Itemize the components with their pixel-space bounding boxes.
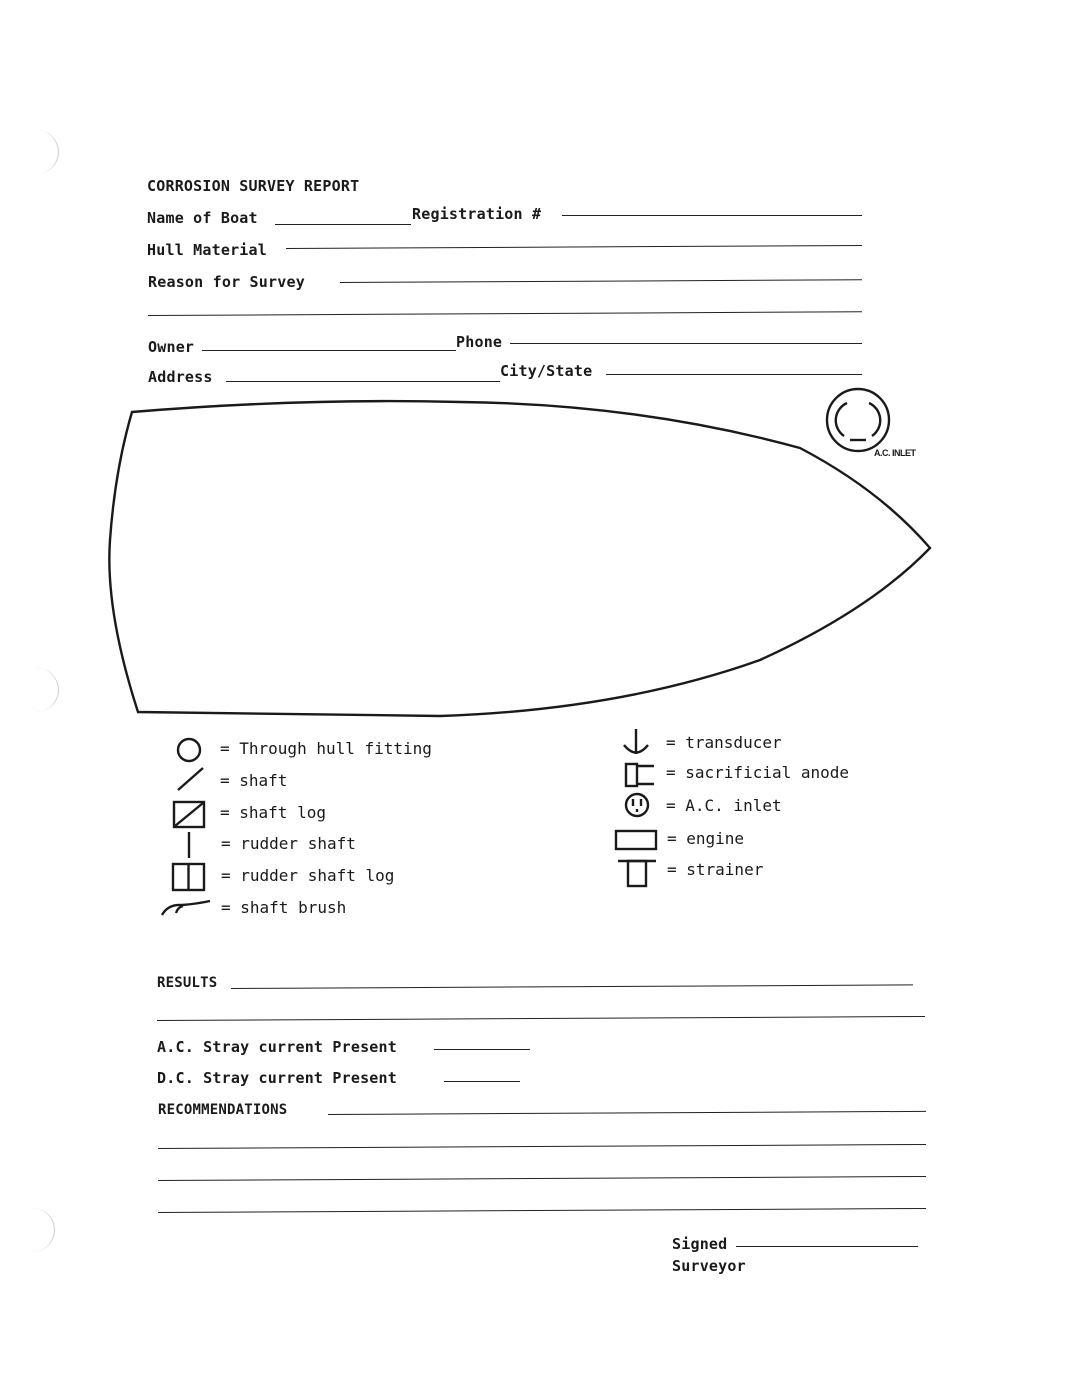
strainer-icon	[618, 861, 656, 886]
ac-inlet-legend-icon	[626, 794, 648, 816]
legend-rudder-shaft-log: = rudder shaft log	[221, 866, 395, 885]
hull-material-label: Hull Material	[147, 241, 267, 259]
signature-field[interactable]	[736, 1246, 918, 1247]
dc-stray-current-field[interactable]	[444, 1081, 520, 1082]
name-of-boat-label: Name of Boat	[147, 209, 258, 227]
legend-shaft-log: = shaft log	[220, 803, 326, 822]
surveyor-label: Surveyor	[672, 1257, 746, 1275]
anode-icon	[626, 764, 654, 786]
slash-icon	[178, 768, 203, 790]
address-label: Address	[148, 368, 213, 386]
transducer-icon	[624, 729, 648, 754]
recommendations-label: RECOMMENDATIONS	[158, 1102, 288, 1118]
signed-label: Signed	[672, 1235, 728, 1253]
boxed-slash-icon	[174, 802, 204, 827]
dc-stray-current-label: D.C. Stray current Present	[157, 1069, 397, 1087]
circle-icon	[178, 739, 200, 761]
brush-icon	[162, 901, 210, 915]
legend-sacrificial-anode: = sacrificial anode	[666, 763, 850, 782]
reason-for-survey-label: Reason for Survey	[148, 273, 305, 291]
legend-through-hull-fitting: = Through hull fitting	[220, 739, 432, 758]
legend-rudder-shaft: = rudder shaft	[221, 834, 356, 853]
legend-strainer: = strainer	[667, 860, 764, 879]
legend-transducer: = transducer	[666, 733, 782, 752]
ac-stray-current-field[interactable]	[434, 1049, 530, 1050]
owner-label: Owner	[148, 338, 195, 356]
legend-engine: = engine	[667, 829, 745, 848]
ac-stray-current-label: A.C. Stray current Present	[157, 1038, 397, 1056]
ac-inlet-label: A.C. INLET	[874, 448, 916, 458]
rectangle-icon	[616, 831, 656, 849]
legend-shaft: = shaft	[220, 771, 288, 790]
split-box-icon	[173, 864, 204, 890]
legend-ac-inlet: = A.C. inlet	[666, 796, 782, 815]
city-state-label: City/State	[500, 362, 593, 380]
results-label: RESULTS	[157, 975, 218, 991]
legend-shaft-brush: = shaft brush	[221, 898, 347, 917]
registration-label: Registration #	[412, 205, 542, 223]
form-title: CORROSION SURVEY REPORT	[147, 177, 360, 195]
phone-label: Phone	[456, 333, 503, 351]
